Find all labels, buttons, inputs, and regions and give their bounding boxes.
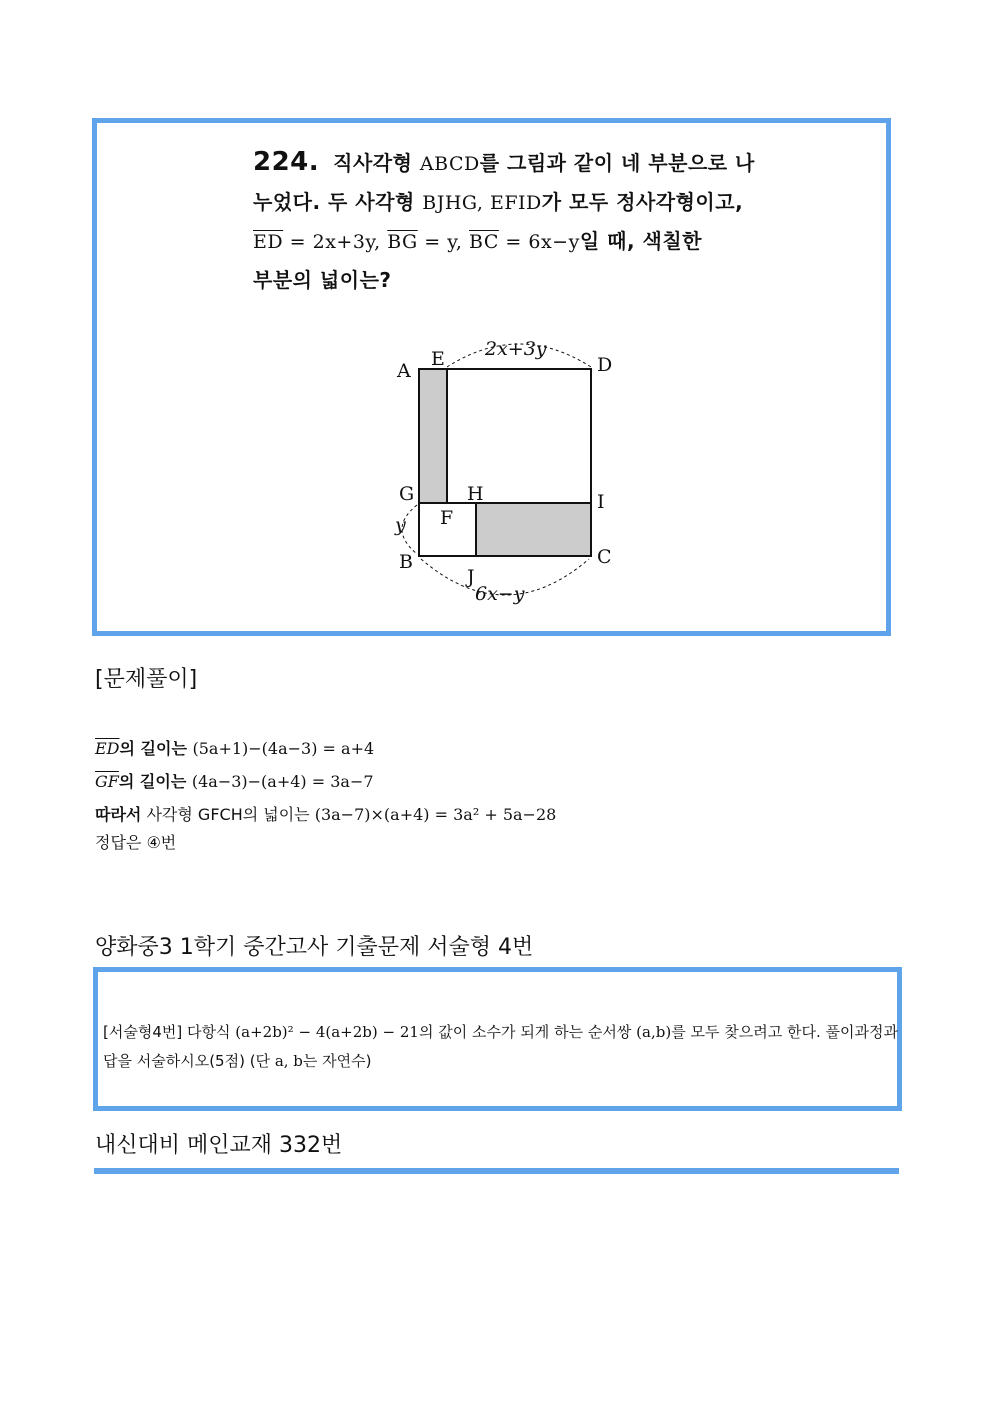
label-g: G [399,483,415,505]
solution-answer: 정답은 ④번 [95,833,177,852]
essay-expression: (a,b) [636,1023,672,1041]
essay-text: 를 모두 찾으려고 한다. 풀이과정과 답을 서술하시오(5점) (단 [103,1023,899,1070]
essay-question-text [103,1018,898,1076]
shaded-region-left [419,369,447,503]
problem-math: BJHG, EFID [422,192,542,214]
label-c: C [597,546,612,568]
essay-question-box [93,967,902,1111]
problem-math: = 2x+3y, [283,231,388,253]
problem-text-segment: 직사각형 [333,151,420,175]
problem-line-4: 부분의 넓이는? [253,268,392,292]
rectangle-figure [387,331,627,611]
label-f: F [440,507,454,529]
solution-text: 따라서 [95,805,142,824]
essay-text: 는 자연수) [302,1052,372,1070]
dimension-left: y [395,514,406,536]
label-b: B [399,551,413,573]
problem-math: ABCD [419,153,480,175]
label-e: E [431,348,445,370]
solution-title: [문제풀이] [95,667,198,692]
segment-ed: $\overline{ED}$ [253,231,284,253]
solution-text: 의 길이는 [118,772,192,791]
textbook-reference-title: 내신대비 메인교재 332번 [95,1133,343,1158]
segment-ed-label: $\overline{ED}$ [95,739,120,758]
problem-math: = 6x−y [498,231,580,253]
bottom-divider [94,1168,899,1174]
dimension-top: 2x+3y [485,338,547,360]
essay-expression: a, b [274,1052,303,1070]
problem-text-segment: 일 때, 색칠한 [579,229,702,253]
problem-text-segment: 가 모두 정사각형이고, [541,190,744,214]
essay-text: [서술형4번] 다항식 [103,1023,236,1041]
label-i: I [597,491,605,513]
segment-bc: $\overline{BC}$ [469,231,499,253]
solution-expression: (4a−3)−(a+4) = 3a−7 [191,772,374,791]
solution-text: 의 길이는 [119,739,193,758]
problem-line-3 [253,222,763,261]
problem-line-2 [253,183,763,222]
solution-expression: (5a+1)−(4a−3) = a+4 [192,739,375,758]
label-h: H [467,483,484,505]
segment-bg: $\overline{BG}$ [387,231,418,253]
shaded-region-bottom [476,503,591,556]
solution-text: 사각형 GFCH의 넓이는 [141,805,315,824]
segment-gf-label: $\overline{GF}$ [95,772,119,791]
problem-statement [253,143,763,299]
solution-line-2 [95,771,374,793]
label-d: D [597,354,613,376]
problem-text-segment: 를 그림과 같이 네 부분으로 나 [479,151,755,175]
solution-line-1 [95,738,374,760]
solution-expression: (3a−7)×(a+4) = 3a² + 5a−28 [314,805,557,824]
label-a: A [397,360,411,382]
problem-math: = y, [417,231,470,253]
essay-expression: (a+2b)² − 4(a+2b) − 21 [235,1023,419,1041]
dimension-bottom: 6x−y [475,583,525,605]
essay-text: 의 값이 소수가 되게 하는 순서쌍 [418,1023,637,1041]
problem-line-1 [253,143,763,183]
solution-line-3 [95,804,556,826]
problem-box [92,118,891,636]
problem-number: 224. [253,147,320,177]
problem-text-segment: 누었다. 두 사각형 [253,190,423,214]
label-j: J [467,566,475,588]
exam-source-title: 양화중3 1학기 중간고사 기출문제 서술형 4번 [95,935,534,960]
